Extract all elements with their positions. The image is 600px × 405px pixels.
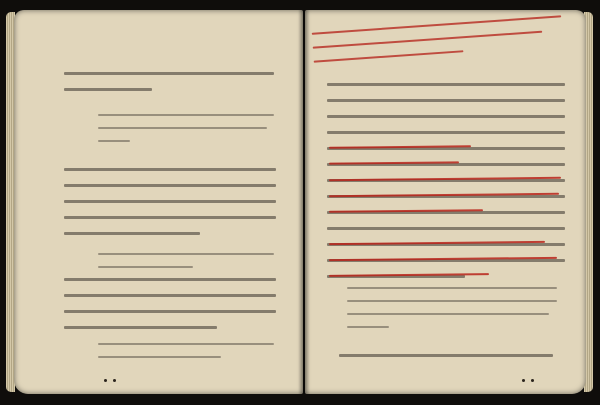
right-citation-1-lines xyxy=(347,287,557,339)
right-page xyxy=(305,10,586,394)
left-citation-2-lines xyxy=(98,253,274,279)
left-paragraph-2-lines xyxy=(64,168,276,248)
left-paragraph-3-lines xyxy=(64,278,276,342)
right-page-number xyxy=(518,376,538,388)
left-citation-3-lines xyxy=(98,343,274,369)
right-running-header xyxy=(353,46,557,70)
left-citation-1-lines xyxy=(98,114,274,153)
left-page xyxy=(14,10,303,394)
book-spine-shadow xyxy=(298,10,310,394)
left-page-number xyxy=(100,376,120,388)
right-paragraph-2-lines xyxy=(339,354,553,370)
left-paragraph-1-lines xyxy=(64,72,274,104)
